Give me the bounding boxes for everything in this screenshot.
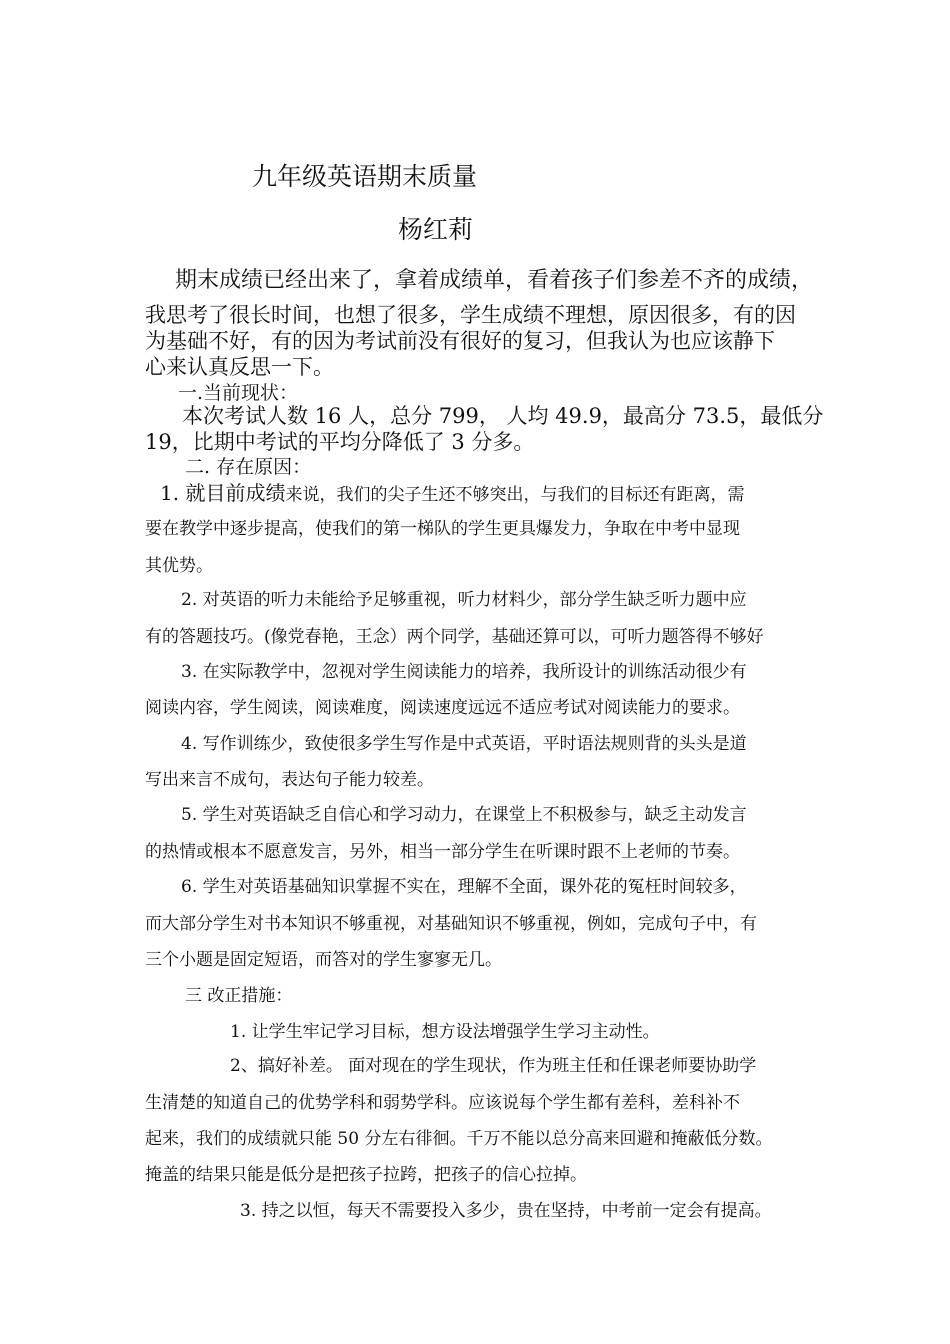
- intro-line-4: 心来认真反思一下。: [145, 355, 334, 379]
- measure-2-line-4: 掩盖的结果只能是低分是把孩子拉跨，把孩子的信心拉掉。: [145, 1165, 587, 1185]
- cause-3-line-2: 阅读内容，学生阅读，阅读难度，阅读速度远远不适应考试对阅读能力的要求。: [145, 698, 740, 718]
- cause-1-rest: 来说，我们的尖子生还不够突出，与我们的目标还有距离，需: [285, 485, 745, 505]
- intro-line-1: 期末成绩已经出来了，拿着成绩单，看着孩子们参差不齐的成绩，: [175, 268, 814, 293]
- measure-3: 3. 持之以恒，每天不需要投入多少，贵在坚持，中考前一定会有提高。: [240, 1201, 772, 1221]
- cause-6-line-1: 6. 学生对英语基础知识掌握不实在，理解不全面，课外花的冤枉时间较多，: [181, 877, 747, 897]
- cause-5-line-1: 5. 学生对英语缺乏自信心和学习动力，在课堂上不积极参与，缺乏主动发言: [181, 805, 747, 825]
- cause-1-line-3: 其优势。: [145, 556, 213, 576]
- measure-2-line-2: 生清楚的知道自己的优势学科和弱势学科。应该说每个学生都有差科，差科补不: [145, 1093, 740, 1113]
- section-heading-measures: 三 改正措施：: [185, 986, 293, 1006]
- measure-1: 1. 让学生牢记学习目标，想方设法增强学生学习主动性。: [230, 1022, 660, 1042]
- section-heading-status: 一.当前现状：: [178, 382, 299, 404]
- author-name: 杨红莉: [398, 215, 474, 244]
- section-heading-causes: 二. 存在原因：: [185, 456, 312, 478]
- cause-6-line-2: 而大部分学生对书本知识不够重视，对基础知识不够重视，例如，完成句子中，有: [145, 914, 757, 934]
- measure-2-line-3: 起来，我们的成绩就只能 50 分左右徘徊。千万不能以总分高来回避和掩蔽低分数。: [145, 1129, 773, 1149]
- cause-5-line-2: 的热情或根本不愿意发言，另外，相当一部分学生在听课时跟不上老师的节奏。: [145, 842, 740, 862]
- cause-3-line-1: 3. 在实际教学中，忽视对学生阅读能力的培养，我所设计的训练活动很少有: [181, 662, 747, 682]
- measure-2-line-1: 2、搞好补差。 面对现在的学生现状，作为班主任和任课老师要协助学: [230, 1056, 757, 1076]
- cause-2-line-1: 2. 对英语的听力未能给予足够重视，听力材料少，部分学生缺乏听力题中应: [181, 590, 747, 610]
- cause-4-line-1: 4. 写作训练少，致使很多学生写作是中式英语，平时语法规则背的头头是道: [181, 734, 747, 754]
- cause-1-line-2: 要在教学中逐步提高，使我们的第一梯队的学生更具爆发力，争取在中考中显现: [145, 519, 740, 539]
- cause-4-line-2: 写出来言不成句，表达句子能力较差。: [145, 770, 434, 790]
- intro-line-3: 为基础不好，有的因为考试前没有很好的复习，但我认为也应该静下: [145, 329, 775, 353]
- document-title: 九年级英语期末质量: [252, 162, 478, 191]
- status-line-1: 本次考试人数 16 人，总分 799， 人均 49.9，最高分 73.5，最低分: [182, 404, 824, 428]
- cause-6-line-3: 三个小题是固定短语，而答对的学生寥寥无几。: [145, 950, 502, 970]
- cause-1-lead: 1. 就目前成绩: [160, 481, 286, 505]
- cause-1-line-1: [160, 477, 744, 506]
- intro-line-2: 我思考了很长时间，也想了很多，学生成绩不理想，原因很多，有的因: [145, 303, 796, 327]
- status-line-2: 19，比期中考试的平均分降低了 3 分多。: [145, 430, 535, 454]
- cause-2-line-2: 有的答题技巧。(像党春艳，王念）两个同学，基础还算可以，可听力题答得不够好: [145, 627, 764, 647]
